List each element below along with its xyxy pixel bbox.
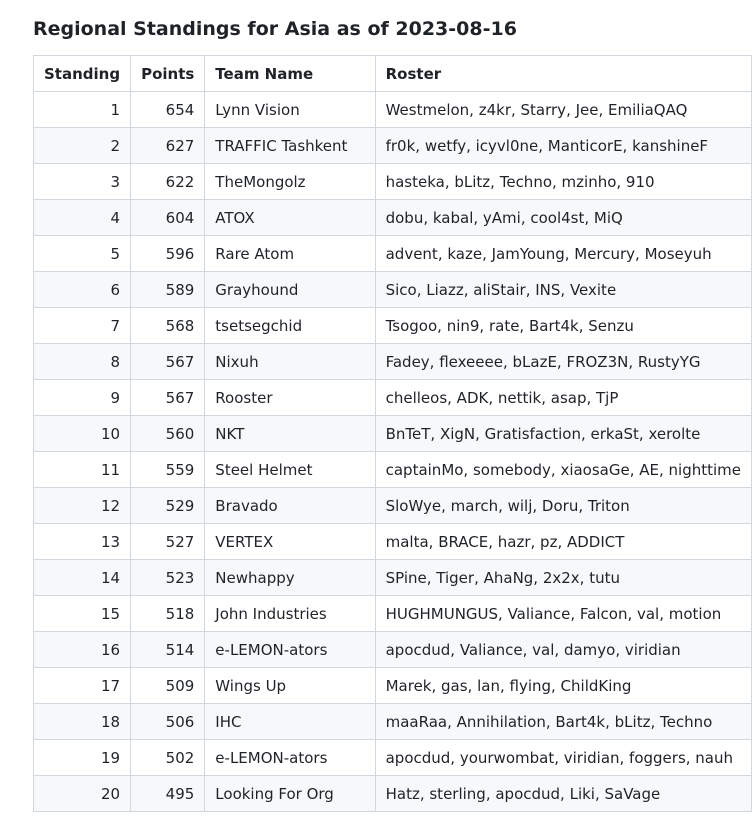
standing-cell: 9 (34, 380, 131, 416)
roster-cell: Fadey, flexeeee, bLazE, FROZ3N, RustyYG (375, 344, 751, 380)
points-cell: 495 (131, 776, 205, 812)
points-cell: 514 (131, 632, 205, 668)
team-name-cell: Bravado (205, 488, 375, 524)
team-name-cell: Rooster (205, 380, 375, 416)
standing-cell: 6 (34, 272, 131, 308)
team-name-cell: VERTEX (205, 524, 375, 560)
points-cell: 568 (131, 308, 205, 344)
table-row (34, 776, 752, 812)
roster-cell: SloWye, march, wilj, Doru, Triton (375, 488, 751, 524)
roster-cell: HUGHMUNGUS, Valiance, Falcon, val, motion (375, 596, 751, 632)
column-header-roster: Roster (375, 56, 751, 92)
table-row (34, 740, 752, 776)
roster-cell: apocdud, Valiance, val, damyo, viridian (375, 632, 751, 668)
team-name-cell: ATOX (205, 200, 375, 236)
team-name-cell: Nixuh (205, 344, 375, 380)
team-name-cell: e-LEMON-ators (205, 632, 375, 668)
table-row (34, 416, 752, 452)
table-row (34, 200, 752, 236)
roster-cell: hasteka, bLitz, Techno, mzinho, 910 (375, 164, 751, 200)
table-row (34, 704, 752, 740)
table-row (34, 560, 752, 596)
roster-cell: chelleos, ADK, nettik, asap, TjP (375, 380, 751, 416)
table-row (34, 524, 752, 560)
points-cell: 567 (131, 344, 205, 380)
roster-cell: captainMo, somebody, xiaosaGe, AE, nighttime (375, 452, 751, 488)
roster-cell: Tsogoo, nin9, rate, Bart4k, Senzu (375, 308, 751, 344)
team-name-cell: Steel Helmet (205, 452, 375, 488)
points-cell: 589 (131, 272, 205, 308)
points-cell: 627 (131, 128, 205, 164)
team-name-cell: TRAFFIC Tashkent (205, 128, 375, 164)
team-name-cell: Rare Atom (205, 236, 375, 272)
points-cell: 654 (131, 92, 205, 128)
table-row (34, 236, 752, 272)
table-row (34, 632, 752, 668)
table-body (34, 92, 752, 812)
table-header-row (34, 56, 752, 92)
points-cell: 502 (131, 740, 205, 776)
points-cell: 604 (131, 200, 205, 236)
roster-cell: SPine, Tiger, AhaNg, 2x2x, tutu (375, 560, 751, 596)
table-row (34, 668, 752, 704)
roster-cell: Sico, Liazz, aliStair, INS, Vexite (375, 272, 751, 308)
team-name-cell: Looking For Org (205, 776, 375, 812)
roster-cell: apocdud, yourwombat, viridian, foggers, nauh (375, 740, 751, 776)
roster-cell: fr0k, wetfy, icyvl0ne, ManticorE, kanshineF (375, 128, 751, 164)
roster-cell: dobu, kabal, yAmi, cool4st, MiQ (375, 200, 751, 236)
roster-cell: malta, BRACE, hazr, pz, ADDICT (375, 524, 751, 560)
standing-cell: 16 (34, 632, 131, 668)
points-cell: 622 (131, 164, 205, 200)
standing-cell: 2 (34, 128, 131, 164)
points-cell: 567 (131, 380, 205, 416)
table-row (34, 488, 752, 524)
table-row (34, 164, 752, 200)
standings-table (33, 55, 752, 812)
team-name-cell: NKT (205, 416, 375, 452)
standing-cell: 11 (34, 452, 131, 488)
points-cell: 527 (131, 524, 205, 560)
team-name-cell: John Industries (205, 596, 375, 632)
standing-cell: 5 (34, 236, 131, 272)
column-header-standing: Standing (34, 56, 131, 92)
points-cell: 560 (131, 416, 205, 452)
team-name-cell: Wings Up (205, 668, 375, 704)
team-name-cell: Grayhound (205, 272, 375, 308)
table-row (34, 272, 752, 308)
team-name-cell: e-LEMON-ators (205, 740, 375, 776)
standing-cell: 17 (34, 668, 131, 704)
roster-cell: BnTeT, XigN, Gratisfaction, erkaSt, xerolte (375, 416, 751, 452)
table-row (34, 308, 752, 344)
table-row (34, 128, 752, 164)
standing-cell: 10 (34, 416, 131, 452)
team-name-cell: tsetsegchid (205, 308, 375, 344)
points-cell: 518 (131, 596, 205, 632)
team-name-cell: Lynn Vision (205, 92, 375, 128)
standing-cell: 14 (34, 560, 131, 596)
team-name-cell: Newhappy (205, 560, 375, 596)
points-cell: 509 (131, 668, 205, 704)
points-cell: 523 (131, 560, 205, 596)
standing-cell: 4 (34, 200, 131, 236)
standing-cell: 7 (34, 308, 131, 344)
roster-cell: advent, kaze, JamYoung, Mercury, Moseyuh (375, 236, 751, 272)
table-row (34, 596, 752, 632)
points-cell: 559 (131, 452, 205, 488)
table-row (34, 452, 752, 488)
standing-cell: 3 (34, 164, 131, 200)
table-row (34, 92, 752, 128)
standing-cell: 12 (34, 488, 131, 524)
column-header-team-name: Team Name (205, 56, 375, 92)
points-cell: 529 (131, 488, 205, 524)
table-row (34, 380, 752, 416)
column-header-points: Points (131, 56, 205, 92)
roster-cell: Marek, gas, lan, flying, ChildKing (375, 668, 751, 704)
standing-cell: 15 (34, 596, 131, 632)
standing-cell: 19 (34, 740, 131, 776)
standing-cell: 18 (34, 704, 131, 740)
table-row (34, 344, 752, 380)
standing-cell: 20 (34, 776, 131, 812)
standing-cell: 13 (34, 524, 131, 560)
standing-cell: 8 (34, 344, 131, 380)
team-name-cell: TheMongolz (205, 164, 375, 200)
roster-cell: Hatz, sterling, apocdud, Liki, SaVage (375, 776, 751, 812)
points-cell: 596 (131, 236, 205, 272)
roster-cell: maaRaa, Annihilation, Bart4k, bLitz, Techno (375, 704, 751, 740)
standing-cell: 1 (34, 92, 131, 128)
points-cell: 506 (131, 704, 205, 740)
roster-cell: Westmelon, z4kr, Starry, Jee, EmiliaQAQ (375, 92, 751, 128)
page-title: Regional Standings for Asia as of 2023-08-16 (33, 18, 517, 40)
team-name-cell: IHC (205, 704, 375, 740)
